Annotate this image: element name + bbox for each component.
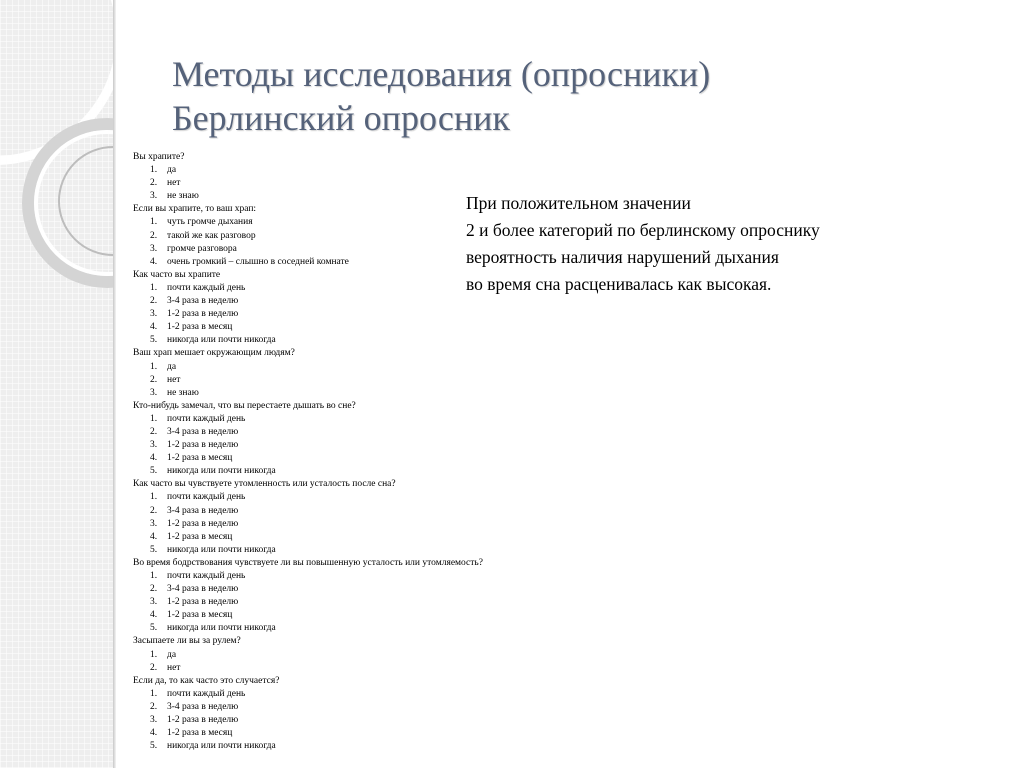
answer-option	[133, 570, 693, 583]
answer-option-number: 4.	[150, 256, 158, 267]
question-text: Если да, то как часто это случается?	[133, 675, 280, 686]
answer-option	[133, 361, 693, 374]
answer-option-text: громче разговора	[167, 243, 237, 254]
answer-option	[133, 321, 693, 334]
answer-option-number: 2.	[150, 374, 158, 385]
answer-option	[133, 531, 693, 544]
answer-option	[133, 596, 693, 609]
question-block	[133, 400, 693, 479]
answer-option-text: да	[167, 361, 177, 372]
answer-option	[133, 662, 693, 675]
answer-option	[133, 452, 693, 465]
answer-option-text: никогда или почти никогда	[167, 544, 276, 555]
answer-option-number: 4.	[150, 531, 158, 542]
answer-option-number: 4.	[150, 610, 158, 621]
answer-option-text: 3-4 раза в неделю	[167, 426, 239, 437]
answer-option	[133, 308, 693, 321]
answer-option	[133, 505, 693, 518]
answer-option-text: 1-2 раза в неделю	[167, 440, 239, 451]
answer-option	[133, 714, 693, 727]
answer-option-text: никогда или почти никогда	[167, 466, 276, 477]
answer-option-number: 2.	[150, 701, 158, 712]
answer-option-text: 1-2 раза в месяц	[167, 322, 233, 333]
question-block	[133, 557, 693, 636]
answer-option-text: никогда или почти никогда	[167, 623, 276, 634]
answer-option-number: 5.	[150, 623, 158, 634]
answer-option-text: не знаю	[167, 191, 199, 202]
answer-option-text: не знаю	[167, 387, 199, 398]
answer-option-number: 1.	[150, 413, 158, 424]
answer-options	[133, 413, 693, 478]
answer-option-text: почти каждый день	[167, 571, 246, 581]
answer-option-number: 5.	[150, 335, 158, 346]
answer-option-number: 3.	[150, 243, 158, 254]
question-block	[133, 478, 693, 557]
sidebar-divider	[113, 0, 116, 768]
answer-option-number: 1.	[150, 688, 158, 699]
answer-option	[133, 740, 693, 753]
question-block	[133, 635, 693, 674]
answer-option-text: чуть громче дыхания	[167, 217, 253, 228]
answer-option-text: нет	[167, 178, 181, 189]
answer-option	[133, 374, 693, 387]
question-text: Если вы храпите, то ваш храп:	[133, 204, 257, 215]
answer-options	[133, 361, 693, 400]
answer-option-number: 2.	[150, 662, 158, 673]
note-line: 2 и более категорий по берлинскому опроснику	[466, 220, 820, 240]
answer-option	[133, 413, 693, 426]
answer-option-text: нет	[167, 662, 181, 673]
answer-option	[133, 439, 693, 452]
answer-option	[133, 583, 693, 596]
slide-title	[172, 52, 710, 140]
question-text: Ваш храп мешает окружающим людям?	[133, 348, 295, 359]
question-block	[133, 347, 693, 399]
answer-option-number: 1.	[150, 492, 158, 503]
answer-option-number: 3.	[150, 387, 158, 398]
answer-option	[133, 727, 693, 740]
answer-option	[133, 334, 693, 347]
answer-option-number: 1.	[150, 649, 158, 660]
answer-option-number: 5.	[150, 544, 158, 555]
question-text: Кто-нибудь замечал, что вы перестаете дышать во сне?	[133, 400, 356, 411]
answer-option-text: 1-2 раза в месяц	[167, 531, 233, 542]
answer-options	[133, 491, 693, 556]
answer-option-text: 1-2 раза в неделю	[167, 597, 239, 608]
question-block	[133, 675, 693, 754]
answer-options	[133, 688, 693, 753]
slide-title-line-2: Берлинский опросник	[172, 98, 510, 138]
answer-option-text: 1-2 раза в месяц	[167, 728, 233, 739]
answer-options	[133, 649, 693, 675]
answer-option-text: очень громкий – слышно в соседней комнате	[167, 256, 349, 267]
answer-option-text: 3-4 раза в неделю	[167, 701, 239, 712]
answer-option-number: 2.	[150, 426, 158, 437]
answer-option	[133, 491, 693, 504]
answer-option-number: 2.	[150, 296, 158, 307]
note-line: При положительном значении	[466, 193, 691, 213]
answer-option-number: 3.	[150, 309, 158, 320]
slide-title-line-1: Методы исследования (опросники)	[172, 54, 711, 94]
answer-option-text: 3-4 раза в неделю	[167, 296, 239, 307]
answer-option-text: 1-2 раза в неделю	[167, 309, 239, 320]
answer-option-text: 3-4 раза в неделю	[167, 505, 239, 516]
answer-option	[133, 544, 693, 557]
answer-option-number: 4.	[150, 728, 158, 739]
answer-option-text: да	[167, 649, 177, 660]
answer-option-number: 2.	[150, 178, 158, 189]
answer-option-text: 1-2 раза в неделю	[167, 518, 239, 529]
answer-option-number: 5.	[150, 741, 158, 752]
answer-option-text: почти каждый день	[167, 413, 246, 424]
answer-option-text: почти каждый день	[167, 492, 246, 503]
question-text: Засыпаете ли вы за рулем?	[133, 636, 241, 647]
answer-option	[133, 518, 693, 531]
answer-option-text: никогда или почти никогда	[167, 335, 276, 346]
answer-option-number: 3.	[150, 440, 158, 451]
answer-option	[133, 387, 693, 400]
answer-option-number: 1.	[150, 217, 158, 228]
answer-option-text: нет	[167, 374, 181, 385]
answer-option-text: 1-2 раза в неделю	[167, 715, 239, 726]
answer-option-number: 3.	[150, 518, 158, 529]
answer-options	[133, 570, 693, 635]
answer-option	[133, 649, 693, 662]
answer-option-text: такой же как разговор	[167, 230, 256, 241]
answer-option-number: 2.	[150, 230, 158, 241]
answer-option	[133, 465, 693, 478]
answer-option-number: 3.	[150, 597, 158, 608]
answer-option	[133, 426, 693, 439]
answer-option-number: 2.	[150, 505, 158, 516]
answer-option-number: 4.	[150, 453, 158, 464]
answer-option-number: 1.	[150, 361, 158, 372]
answer-option-number: 3.	[150, 191, 158, 202]
answer-option	[133, 688, 693, 701]
question-text: Как часто вы храпите	[133, 269, 221, 280]
answer-option-number: 1.	[150, 165, 158, 176]
question-text: Во время бодрствования чувствуете ли вы повышенную усталость или утомляемость?	[133, 557, 483, 568]
question-text: Вы храпите?	[133, 152, 185, 162]
answer-option-text: 1-2 раза в месяц	[167, 610, 233, 621]
answer-option-text: почти каждый день	[167, 688, 246, 699]
answer-option-number: 1.	[150, 571, 158, 581]
answer-option-text: 1-2 раза в месяц	[167, 453, 233, 464]
answer-option-number: 4.	[150, 322, 158, 333]
answer-option	[133, 164, 693, 177]
note-line: вероятность наличия нарушений дыхания	[466, 247, 779, 267]
answer-option	[133, 609, 693, 622]
answer-option-text: почти каждый день	[167, 282, 246, 293]
answer-option-number: 5.	[150, 466, 158, 477]
conclusion-note	[466, 190, 986, 298]
decorative-sidebar	[0, 0, 113, 768]
answer-option-number: 1.	[150, 282, 158, 293]
answer-option-text: никогда или почти никогда	[167, 741, 276, 752]
answer-option-text: да	[167, 165, 177, 176]
answer-option-text: 3-4 раза в неделю	[167, 584, 239, 595]
note-line: во время сна расценивалась как высокая.	[466, 274, 772, 294]
answer-option	[133, 177, 693, 190]
answer-option	[133, 622, 693, 635]
answer-option-number: 2.	[150, 584, 158, 595]
question-text: Как часто вы чувствуете утомленность или усталость после сна?	[133, 479, 396, 490]
answer-option	[133, 701, 693, 714]
answer-option-number: 3.	[150, 715, 158, 726]
